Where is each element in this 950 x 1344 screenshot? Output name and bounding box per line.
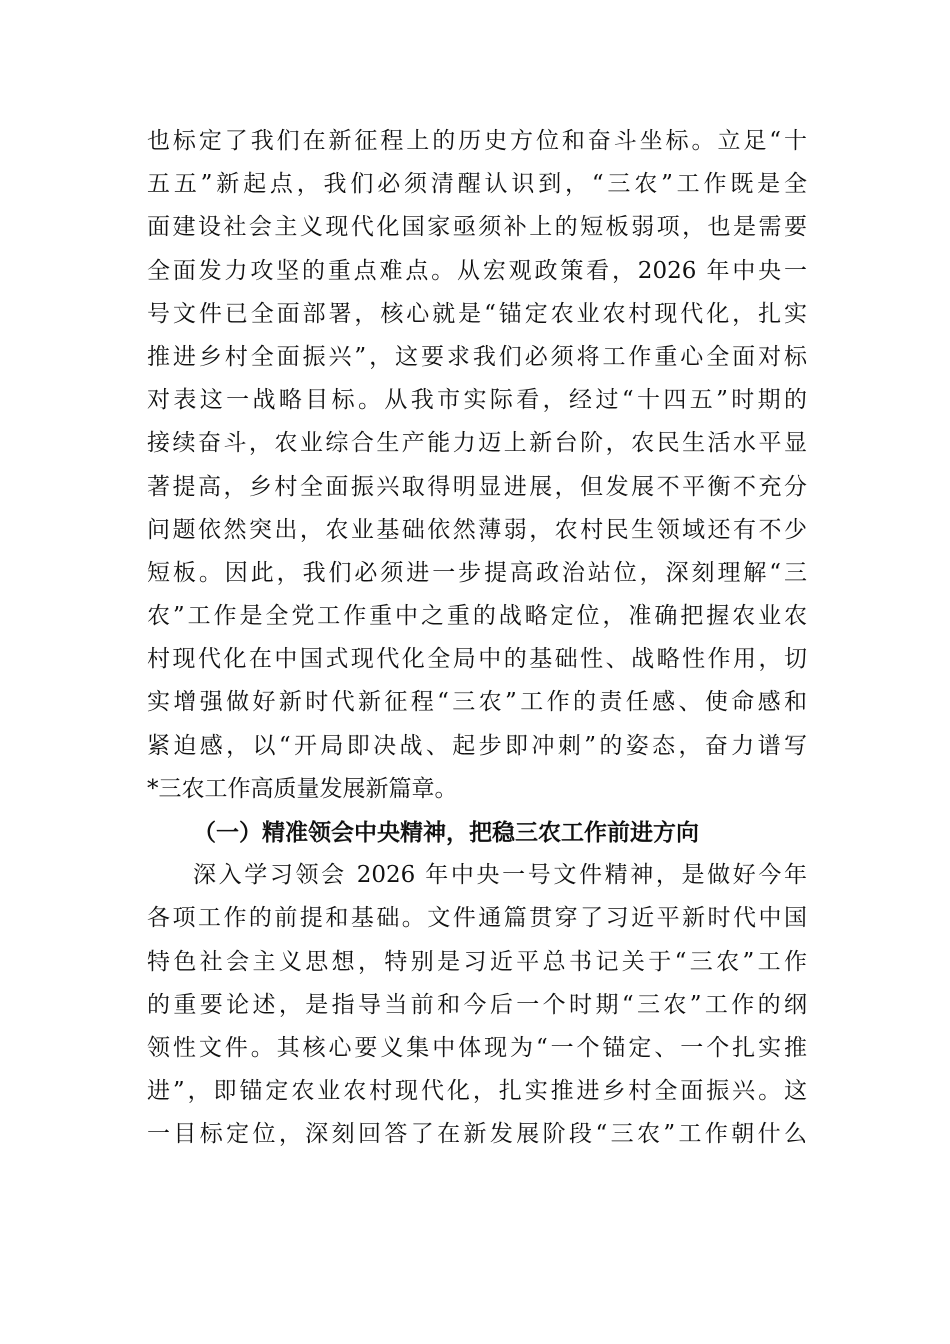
paragraph-line: 全面发力攻坚的重点难点。从宏观政策看，2026 年中央一: [147, 257, 807, 284]
paragraph-line: 接续奋斗，农业综合生产能力迈上新台阶，农民生活水平显: [147, 430, 807, 457]
paragraph-line: *三农工作高质量发展新篇章。: [147, 775, 458, 802]
paragraph-line: 进”，即锚定农业农村现代化，扎实推进乡村全面振兴。这: [147, 1078, 807, 1105]
paragraph-line: 农”工作是全党工作重中之重的战略定位，准确把握农业农: [147, 603, 807, 630]
document-body: [147, 120, 807, 1157]
paragraph-line: 号文件已全面部署，核心就是“锚定农业农村现代化，扎实: [147, 300, 807, 327]
paragraph-line: 五五”新起点，我们必须清醒认识到，“三农”工作既是全: [147, 171, 807, 198]
paragraph-line: 短板。因此，我们必须进一步提高政治站位，深刻理解“三: [147, 559, 807, 586]
paragraph-line: 也标定了我们在新征程上的历史方位和奋斗坐标。立足“十: [147, 128, 807, 154]
paragraph-line: 推进乡村全面振兴”，这要求我们必须将工作重心全面对标: [147, 343, 807, 370]
paragraph-line: 问题依然突出，农业基础依然薄弱，农村民生领域还有不少: [147, 516, 807, 543]
paragraph-line: 紧迫感，以“开局即决战、起步即冲刺”的姿态，奋力谱写: [147, 732, 807, 759]
paragraph-line: 各项工作的前提和基础。文件通篇贯穿了习近平新时代中国: [147, 905, 807, 932]
paragraph-line: 一目标定位，深刻回答了在新发展阶段“三农”工作朝什么: [147, 1121, 807, 1148]
section-heading: （一）精准领会中央精神，把稳三农工作前进方向: [193, 819, 699, 846]
paragraph-line: 的重要论述，是指导当前和今后一个时期“三农”工作的纲: [147, 991, 807, 1018]
paragraph-line: 对表这一战略目标。从我市实际看，经过“十四五”时期的: [147, 387, 807, 414]
paragraph-line: 深入学习领会 2026 年中央一号文件精神，是做好今年: [193, 862, 807, 889]
paragraph-line: 著提高，乡村全面振兴取得明显进展，但发展不平衡不充分: [147, 473, 807, 500]
paragraph-line: 领性文件。其核心要义集中体现为“一个锚定、一个扎实推: [147, 1034, 807, 1061]
paragraph-line: 实增强做好新时代新征程“三农”工作的责任感、使命感和: [147, 689, 807, 716]
paragraph-line: 村现代化在中国式现代化全局中的基础性、战略性作用，切: [147, 646, 807, 673]
paragraph-line: 面建设社会主义现代化国家亟须补上的短板弱项，也是需要: [147, 214, 807, 241]
paragraph-line: 特色社会主义思想，特别是习近平总书记关于“三农”工作: [147, 948, 807, 975]
